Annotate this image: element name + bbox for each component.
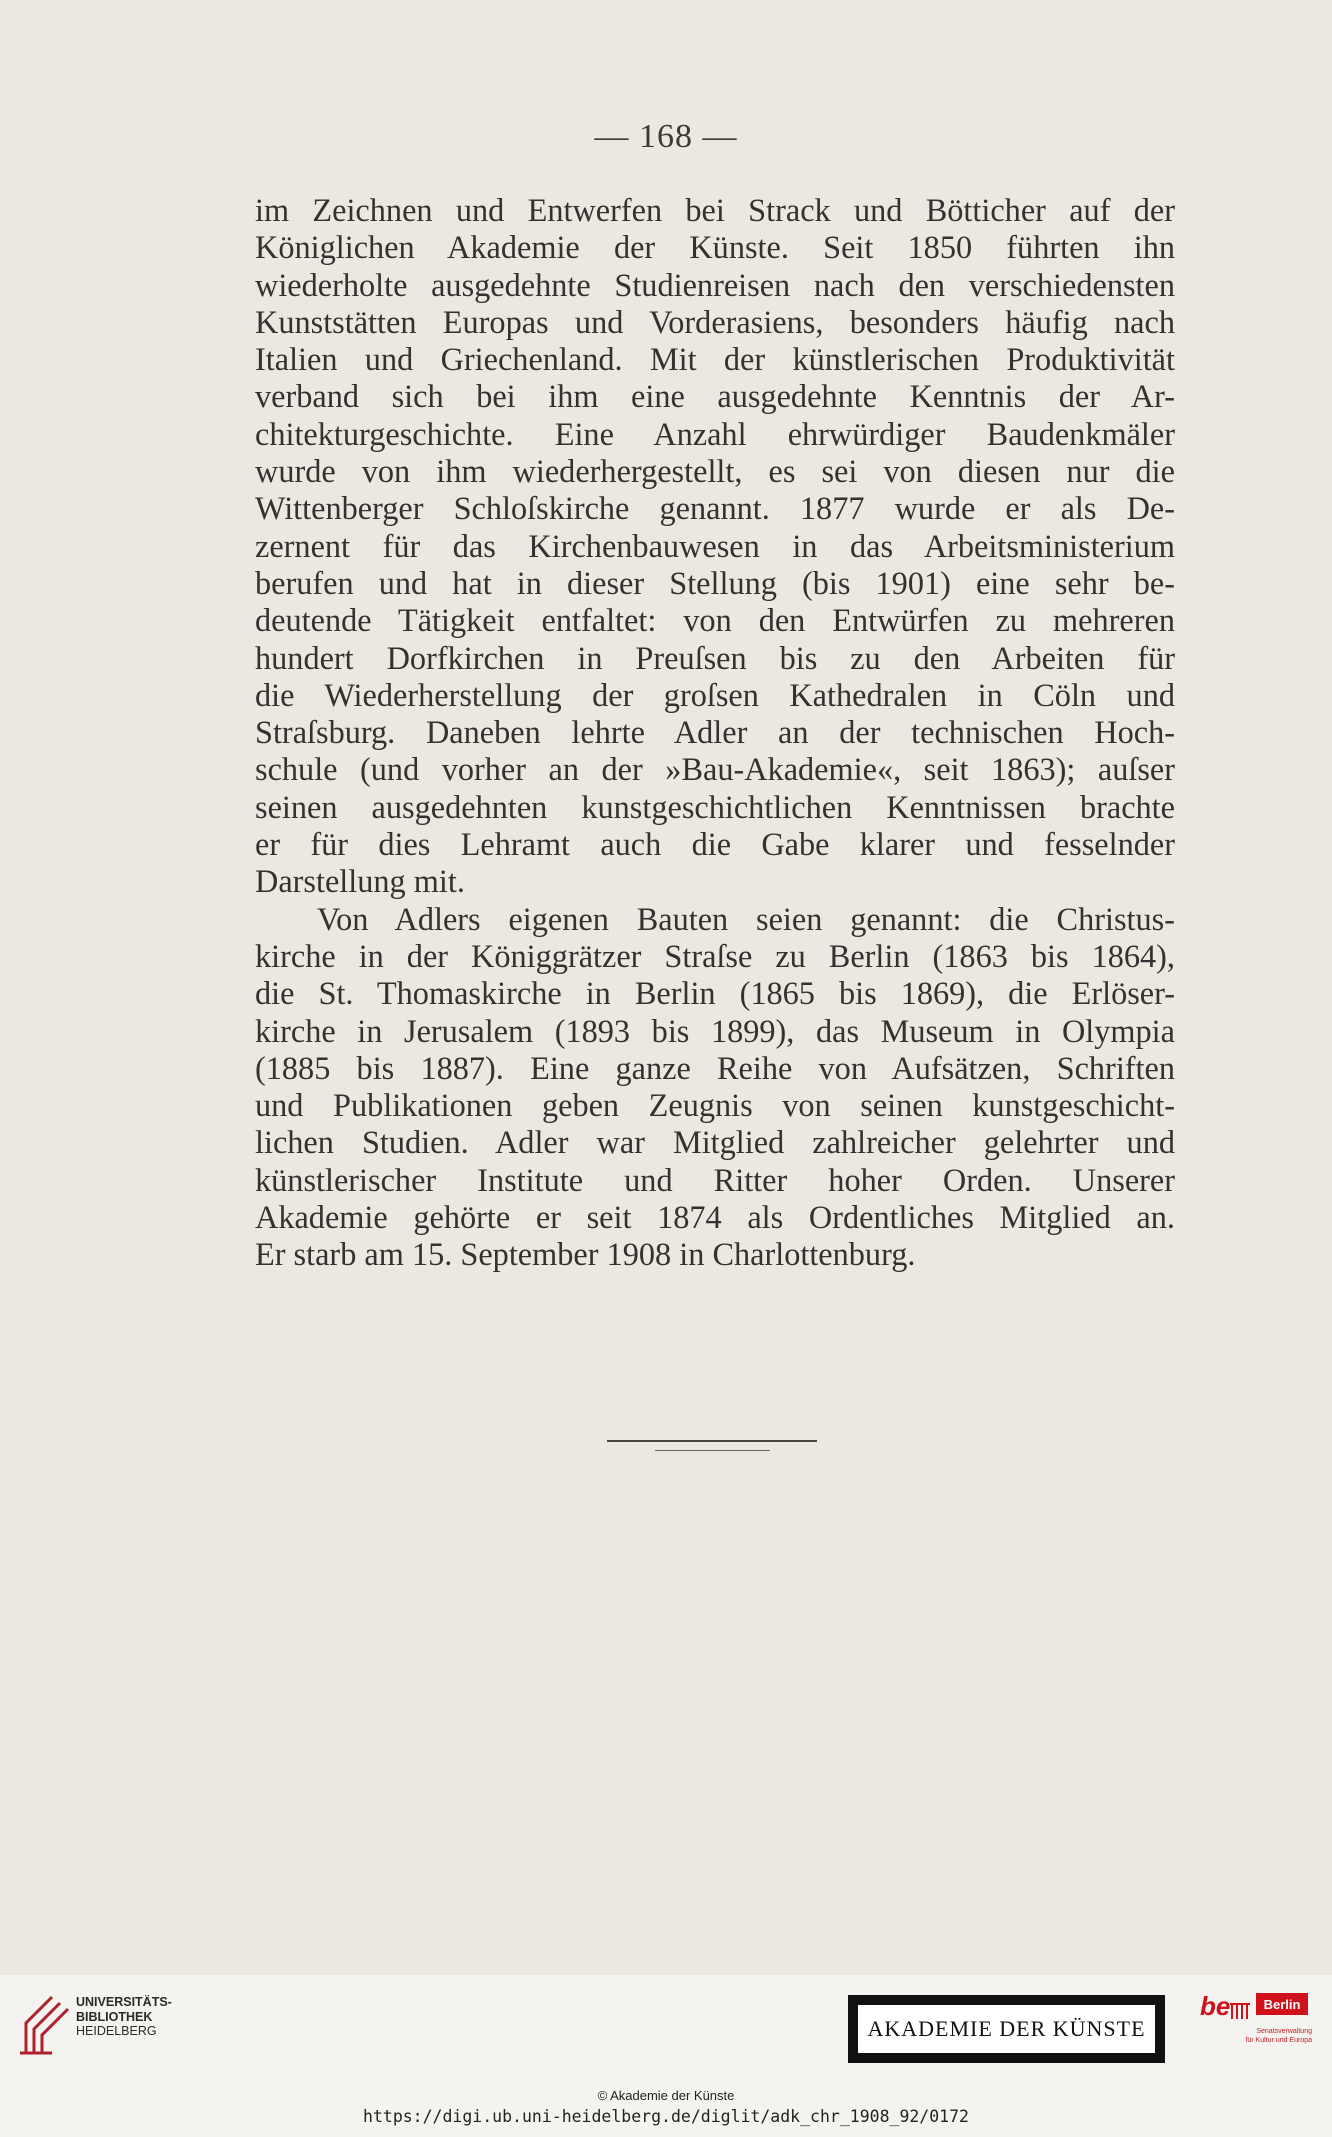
text-line: (1885 bis 1887). Eine ganze Reihe von Aufsätzen, Schriften xyxy=(255,1049,1175,1086)
library-line-2: BIBLIOTHEK xyxy=(76,2009,153,2024)
permalink-url[interactable]: https://digi.ub.uni-heidelberg.de/diglit/adk_chr_1908_92/0172 xyxy=(363,2107,969,2126)
text-line: Akademie gehörte er seit 1874 als Ordentliches Mitglied an. xyxy=(255,1199,1175,1236)
copyright-notice: © Akademie der Künste xyxy=(597,2088,735,2103)
berlin-be-text: be xyxy=(1200,1991,1231,2021)
text-line: er für dies Lehramt auch die Gabe klarer und fesselnder xyxy=(255,826,1175,863)
text-line: Kunststätten Europas und Vorderasiens, besonders häufig nach xyxy=(255,303,1175,340)
text-line: verband sich bei ihm eine ausgedehnte Kenntnis der Ar- xyxy=(255,378,1175,415)
text-line: lichen Studien. Adler war Mitglied zahlreicher gelehrter und xyxy=(255,1124,1175,1161)
text-line: Königlichen Akademie der Künste. Seit 1850 führten ihn xyxy=(255,229,1175,266)
text-line: seinen ausgedehnten kunstgeschichtlichen Kenntnissen brachte xyxy=(255,788,1175,825)
body-text xyxy=(255,192,1175,1274)
section-end-rule xyxy=(607,1440,817,1451)
text-line: künstlerischer Institute und Ritter hoher Orden. Unserer xyxy=(255,1161,1175,1198)
text-line: chitekturgeschichte. Eine Anzahl ehrwürdiger Baudenkmäler xyxy=(255,415,1175,452)
academy-logo[interactable] xyxy=(848,1995,1165,2063)
text-line: im Zeichnen und Entwerfen bei Strack und Bötticher auf der xyxy=(255,192,1175,228)
berlin-subtitle xyxy=(1230,2027,1312,2045)
text-line: kirche in Jerusalem (1893 bis 1899), das Museum in Olympia xyxy=(255,1012,1175,1049)
text-line: deutende Tätigkeit entfaltet: von den Entwürfen zu mehreren xyxy=(255,602,1175,639)
berlin-sub-2: für Kultur und Europa xyxy=(1245,2037,1312,2044)
text-line: Von Adlers eigenen Bauten seien genannt: die Christus- xyxy=(317,900,1175,937)
berlin-bars-icon xyxy=(1230,2001,1252,2019)
text-line: schule (und vorher an der »Bau-Akademie«, seit 1863); auſser xyxy=(255,751,1175,788)
berlin-badge: Berlin xyxy=(1256,1993,1308,2015)
library-name xyxy=(76,1995,172,2039)
text-line: Er starb am 15. September 1908 in Charlottenburg. xyxy=(255,1236,916,1273)
text-line: kirche in der Königgrätzer Straſse zu Berlin (1863 bis 1864), xyxy=(255,937,1175,974)
rule-long xyxy=(607,1440,817,1442)
berlin-sub-1: Senatsverwaltung xyxy=(1256,2028,1312,2035)
text-line: berufen und hat in dieser Stellung (bis 1901) eine sehr be- xyxy=(255,564,1175,601)
text-line: Straſsburg. Daneben lehrte Adler an der technischen Hoch- xyxy=(255,714,1175,751)
page-number: — 168 — xyxy=(594,118,738,155)
text-line: zernent für das Kirchenbauwesen in das Arbeitsministerium xyxy=(255,527,1175,564)
text-line: wurde von ihm wiederhergestellt, es sei von diesen nur die xyxy=(255,453,1175,490)
rule-short xyxy=(655,1450,770,1451)
text-line: die Wiederherstellung der groſsen Kathedralen in Cöln und xyxy=(255,676,1175,713)
academy-label: AKADEMIE DER KÜNSTE xyxy=(858,2005,1155,2053)
library-line-1: UNIVERSITÄTS- xyxy=(76,1995,172,2009)
text-line: die St. Thomaskirche in Berlin (1865 bis 1869), die Erlöser- xyxy=(255,975,1175,1012)
library-line-3: HEIDELBERG xyxy=(76,2024,157,2038)
viewer-footer xyxy=(0,1975,1332,2137)
ub-heidelberg-logo-icon[interactable] xyxy=(12,1993,74,2059)
berlin-senate-logo[interactable] xyxy=(1200,1987,1312,2067)
text-line: hundert Dorfkirchen in Preuſsen bis zu den Arbeiten für xyxy=(255,639,1175,676)
text-line: Italien und Griechenland. Mit der künstlerischen Produktivität xyxy=(255,341,1175,378)
text-line: wiederholte ausgedehnte Studienreisen nach den verschiedensten xyxy=(255,266,1175,303)
text-line: Darstellung mit. xyxy=(255,863,465,900)
text-line: Wittenberger Schloſskirche genannt. 1877 wurde er als De- xyxy=(255,490,1175,527)
text-line: und Publikationen geben Zeugnis von seinen kunstgeschicht- xyxy=(255,1087,1175,1124)
